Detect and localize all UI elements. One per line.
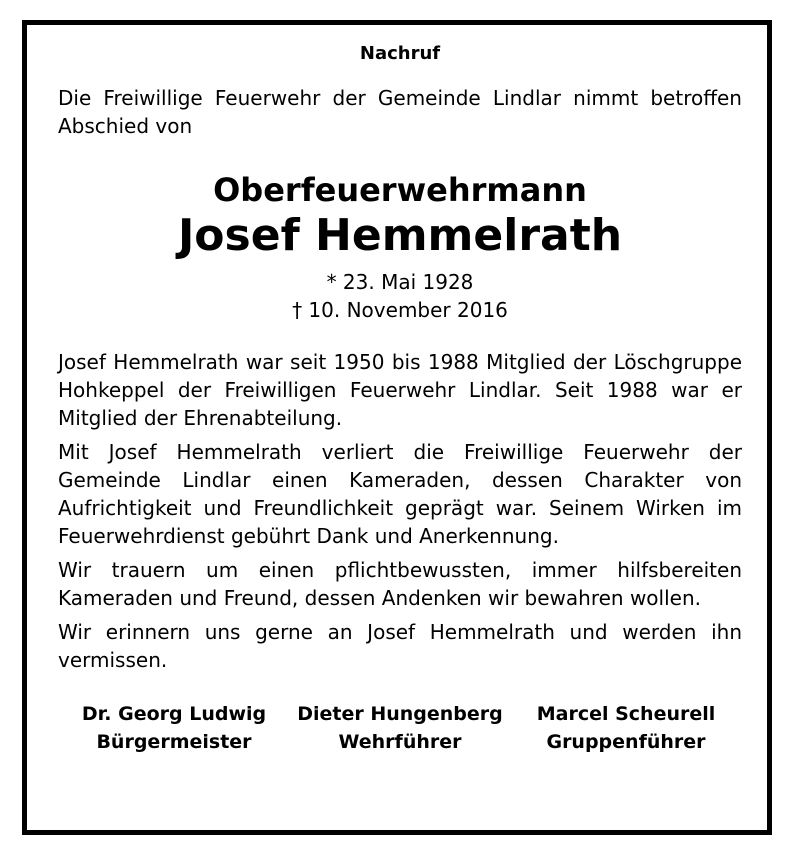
birth-date: * 23. Mai 1928 xyxy=(326,270,474,294)
signature-block xyxy=(287,700,513,756)
signer-name: Dieter Hungenberg xyxy=(297,703,503,725)
obituary-body xyxy=(58,348,742,674)
signature-row xyxy=(0,700,800,756)
body-paragraph: Wir erinnern uns gerne an Josef Hemmelrath und werden ihn vermissen. xyxy=(58,620,742,672)
body-paragraph: Mit Josef Hemmelrath verliert die Freiwillige Feuerwehr der Gemeinde Lindlar einen Kameraden, dessen Charakter von Aufrichtigkeit und Freundlichkeit geprägt war. Seinem Wirken im Feuerwehrdienst gebührt Dank und Anerkennung. xyxy=(58,440,742,548)
signer-name: Dr. Georg Ludwig xyxy=(81,703,267,725)
signer-name: Marcel Scheurell xyxy=(536,703,716,725)
deceased-name: Josef Hemmelrath xyxy=(177,210,623,261)
life-dates xyxy=(58,268,742,324)
signer-title: Bürgermeister xyxy=(96,731,252,753)
intro-text: Die Freiwillige Feuerwehr der Gemeinde Lindlar nimmt betroffen Abschied von xyxy=(58,86,742,138)
signer-title: Gruppenführer xyxy=(546,731,706,753)
obituary-heading: Nachruf xyxy=(359,43,441,64)
death-date: † 10. November 2016 xyxy=(292,298,508,322)
signature-block xyxy=(513,700,739,756)
body-paragraph: Josef Hemmelrath war seit 1950 bis 1988 Mitglied der Löschgruppe Hohkeppel der Freiwilligen Feuerwehr Lindlar. Seit 1988 war er Mitglied der Ehrenabteilung. xyxy=(58,350,742,430)
obituary-content xyxy=(58,42,742,674)
signer-title: Wehrführer xyxy=(338,731,462,753)
deceased-rank: Oberfeuerwehrmann xyxy=(213,171,587,209)
body-paragraph: Wir trauern um einen pflichtbewussten, immer hilfsbereiten Kameraden und Freund, dessen Andenken wir bewahren wollen. xyxy=(58,558,742,610)
signature-block xyxy=(61,700,287,756)
